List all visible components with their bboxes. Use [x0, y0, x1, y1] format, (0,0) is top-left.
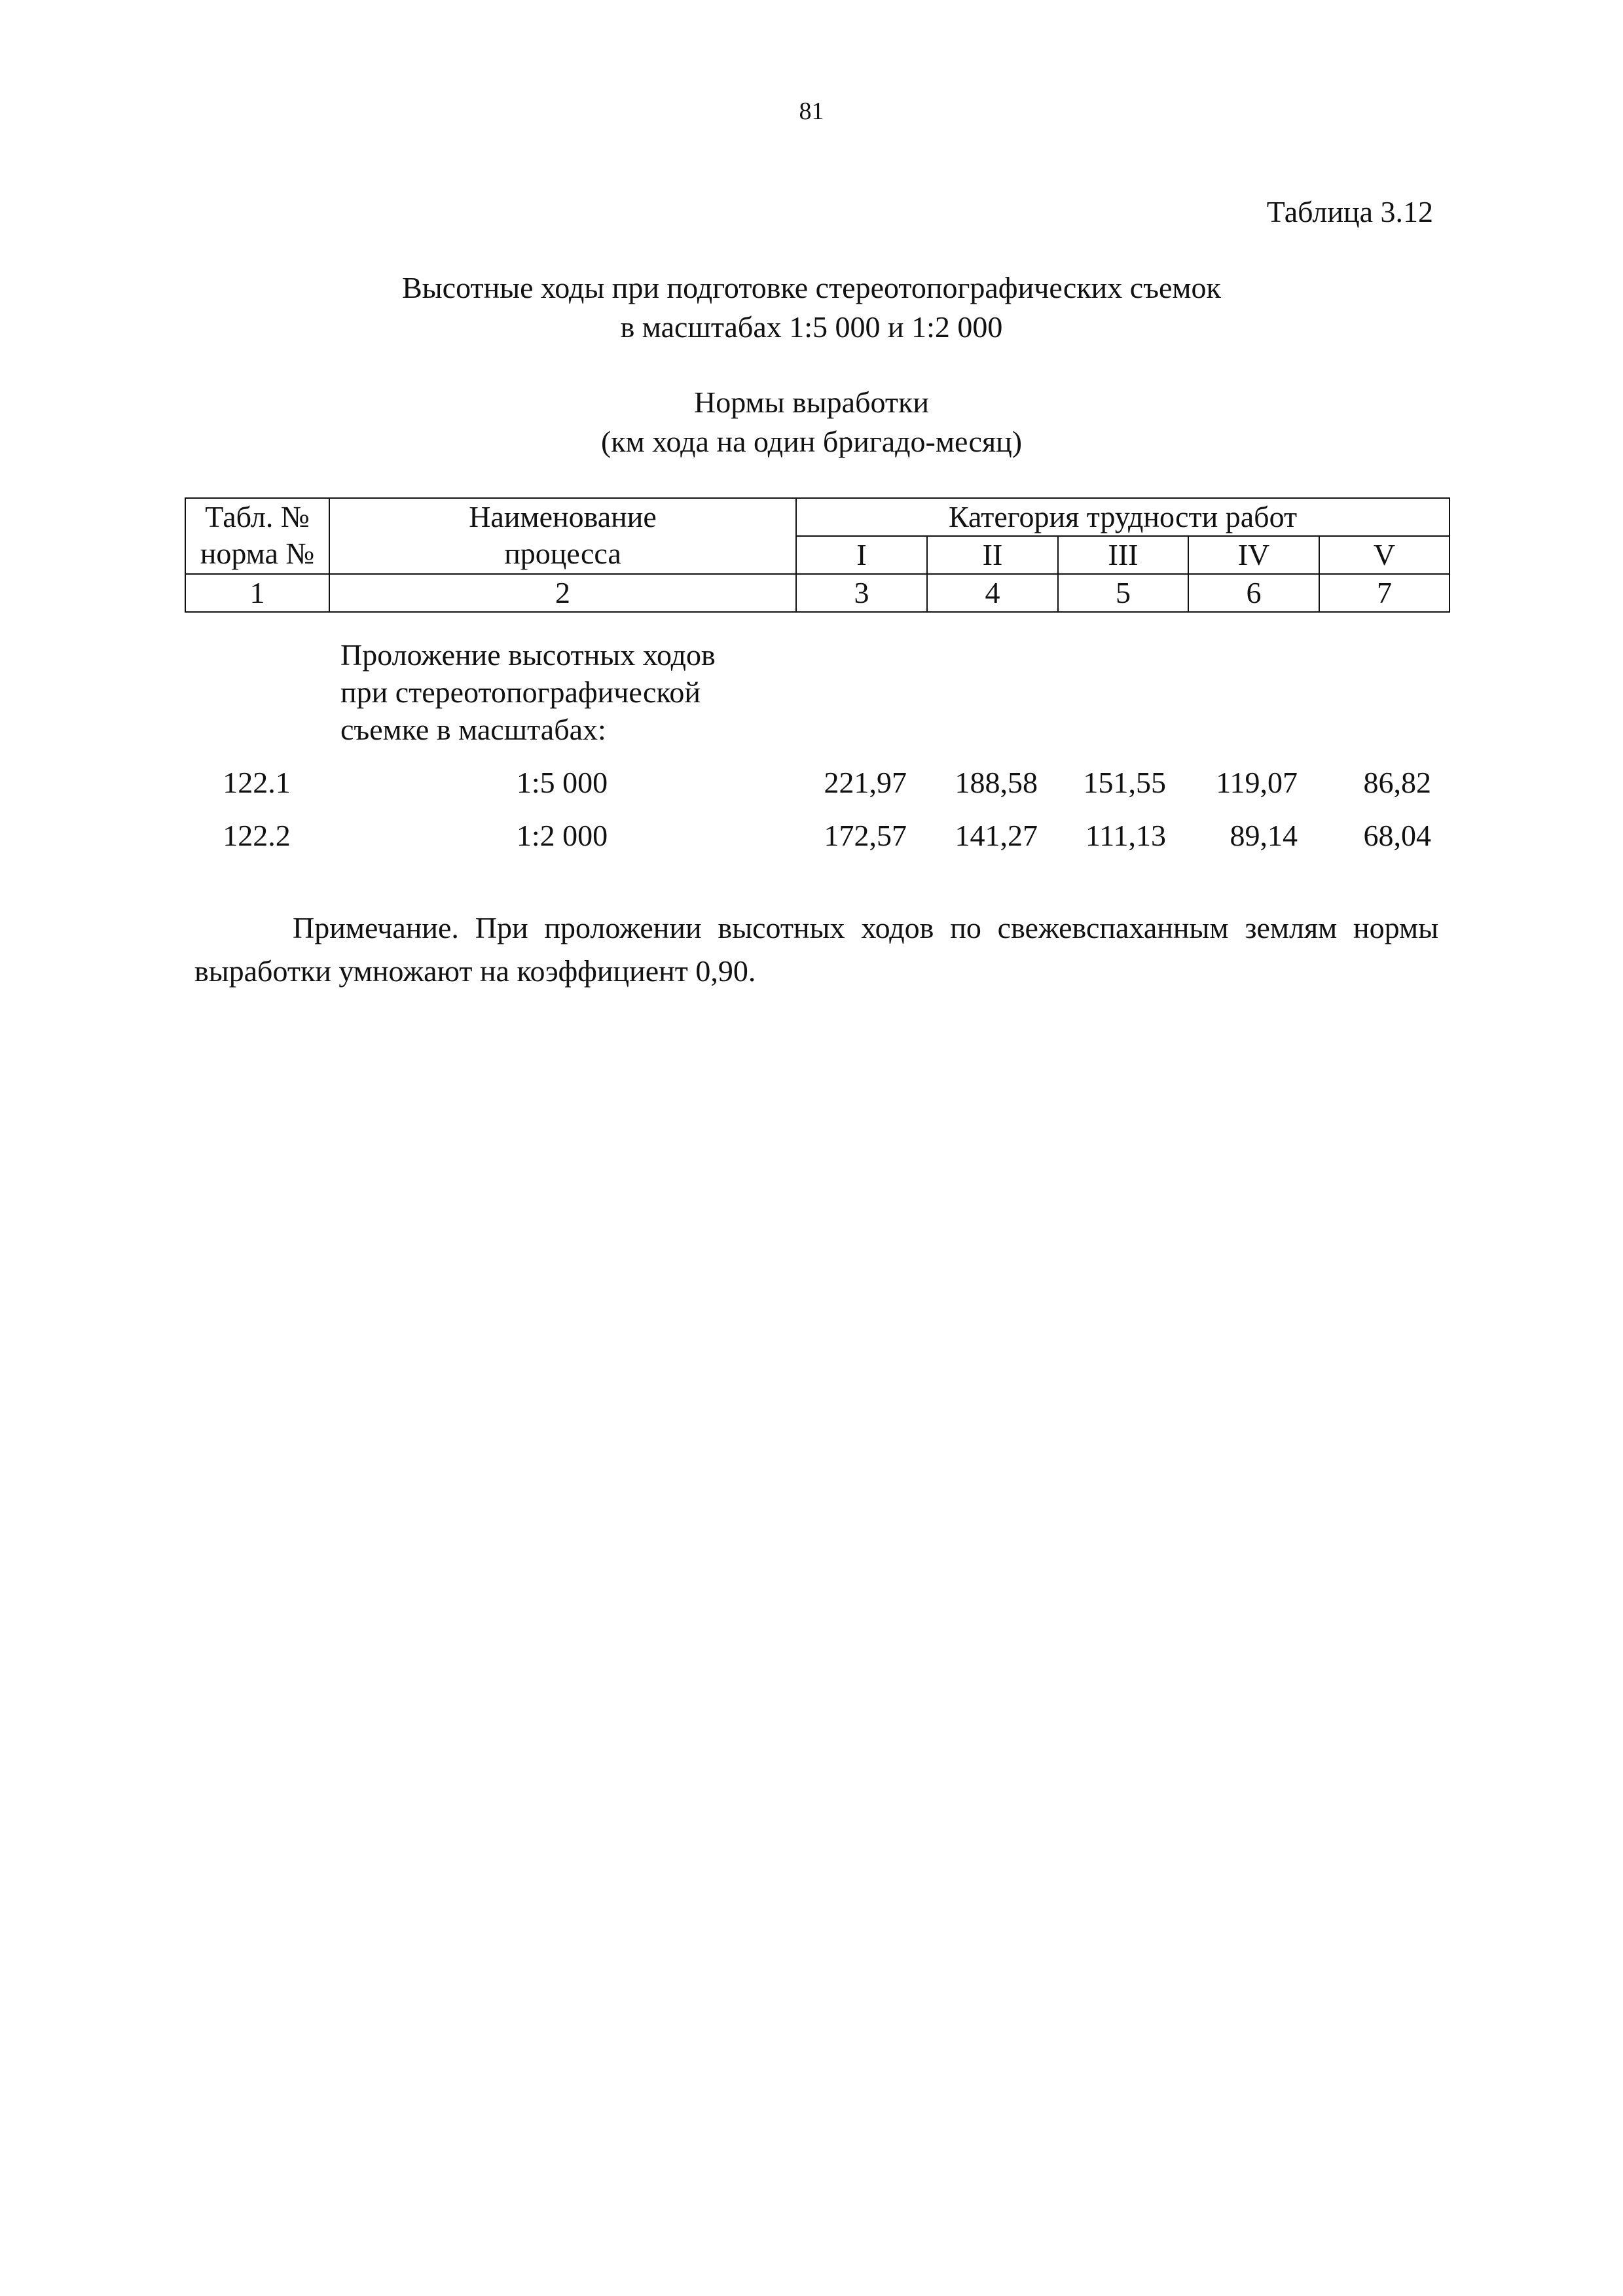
header-norm-number	[185, 498, 329, 574]
row-value-cat-1: 221,97	[824, 766, 907, 799]
header-category-5: V	[1319, 536, 1450, 574]
col-number-3: 3	[796, 574, 927, 612]
table-row	[185, 765, 1449, 804]
row-scale: 1:5 000	[516, 766, 608, 799]
col-number-4: 4	[927, 574, 1058, 612]
header-category-title: Категория трудности работ	[796, 498, 1450, 536]
row-norm-number: 122.1	[223, 766, 291, 799]
col-number-5: 5	[1058, 574, 1188, 612]
table-note: Примечание. При проложении высотных ходов по свежевспаханным землям нормы выработки умножают на коэффициент 0,90.	[194, 911, 1438, 988]
header-norm-line-1: Табл. №	[205, 500, 310, 533]
row-value-cat-5: 68,04	[1363, 819, 1431, 852]
process-intro-line-1: Проложение высотных ходов	[340, 638, 716, 672]
row-value-cat-5: 86,82	[1363, 766, 1431, 799]
process-intro	[340, 636, 799, 748]
row-value-cat-1: 172,57	[824, 819, 907, 852]
header-process-line-2: процесса	[504, 537, 621, 570]
table-title-line-2: в масштабах 1:5 000 и 1:2 000	[620, 310, 1003, 344]
header-process-line-1: Наименование	[469, 500, 657, 533]
table-title	[0, 268, 1623, 347]
col-number-6: 6	[1188, 574, 1319, 612]
col-number-2: 2	[329, 574, 796, 612]
header-category-4: IV	[1188, 536, 1319, 574]
norms-caption-line-2: (км хода на один бригадо-месяц)	[600, 425, 1023, 458]
row-value-cat-4: 119,07	[1216, 766, 1298, 799]
norms-caption-line-1: Нормы выработки	[694, 386, 929, 419]
row-norm-number: 122.2	[223, 819, 291, 852]
row-scale: 1:2 000	[516, 819, 608, 852]
col-number-7: 7	[1319, 574, 1450, 612]
header-process-name	[329, 498, 796, 574]
row-value-cat-2: 188,58	[955, 766, 1038, 799]
row-value-cat-2: 141,27	[955, 819, 1038, 852]
process-intro-line-3: съемке в масштабах:	[340, 713, 606, 746]
norms-caption	[0, 383, 1623, 461]
table-row	[185, 818, 1449, 857]
page-number: 81	[799, 98, 824, 125]
row-value-cat-4: 89,14	[1230, 819, 1298, 852]
table-label: Таблица 3.12	[1266, 195, 1433, 228]
header-category-2: II	[927, 536, 1058, 574]
header-category-1: I	[796, 536, 927, 574]
table-title-line-1: Высотные ходы при подготовке стереотопографических съемок	[402, 271, 1221, 304]
header-category-3: III	[1058, 536, 1188, 574]
col-number-1: 1	[185, 574, 329, 612]
row-value-cat-3: 111,13	[1085, 819, 1166, 852]
norms-table-header	[185, 497, 1450, 613]
process-intro-line-2: при стереотопографической	[340, 675, 701, 709]
header-norm-line-2: норма №	[200, 537, 315, 570]
row-value-cat-3: 151,55	[1083, 766, 1166, 799]
